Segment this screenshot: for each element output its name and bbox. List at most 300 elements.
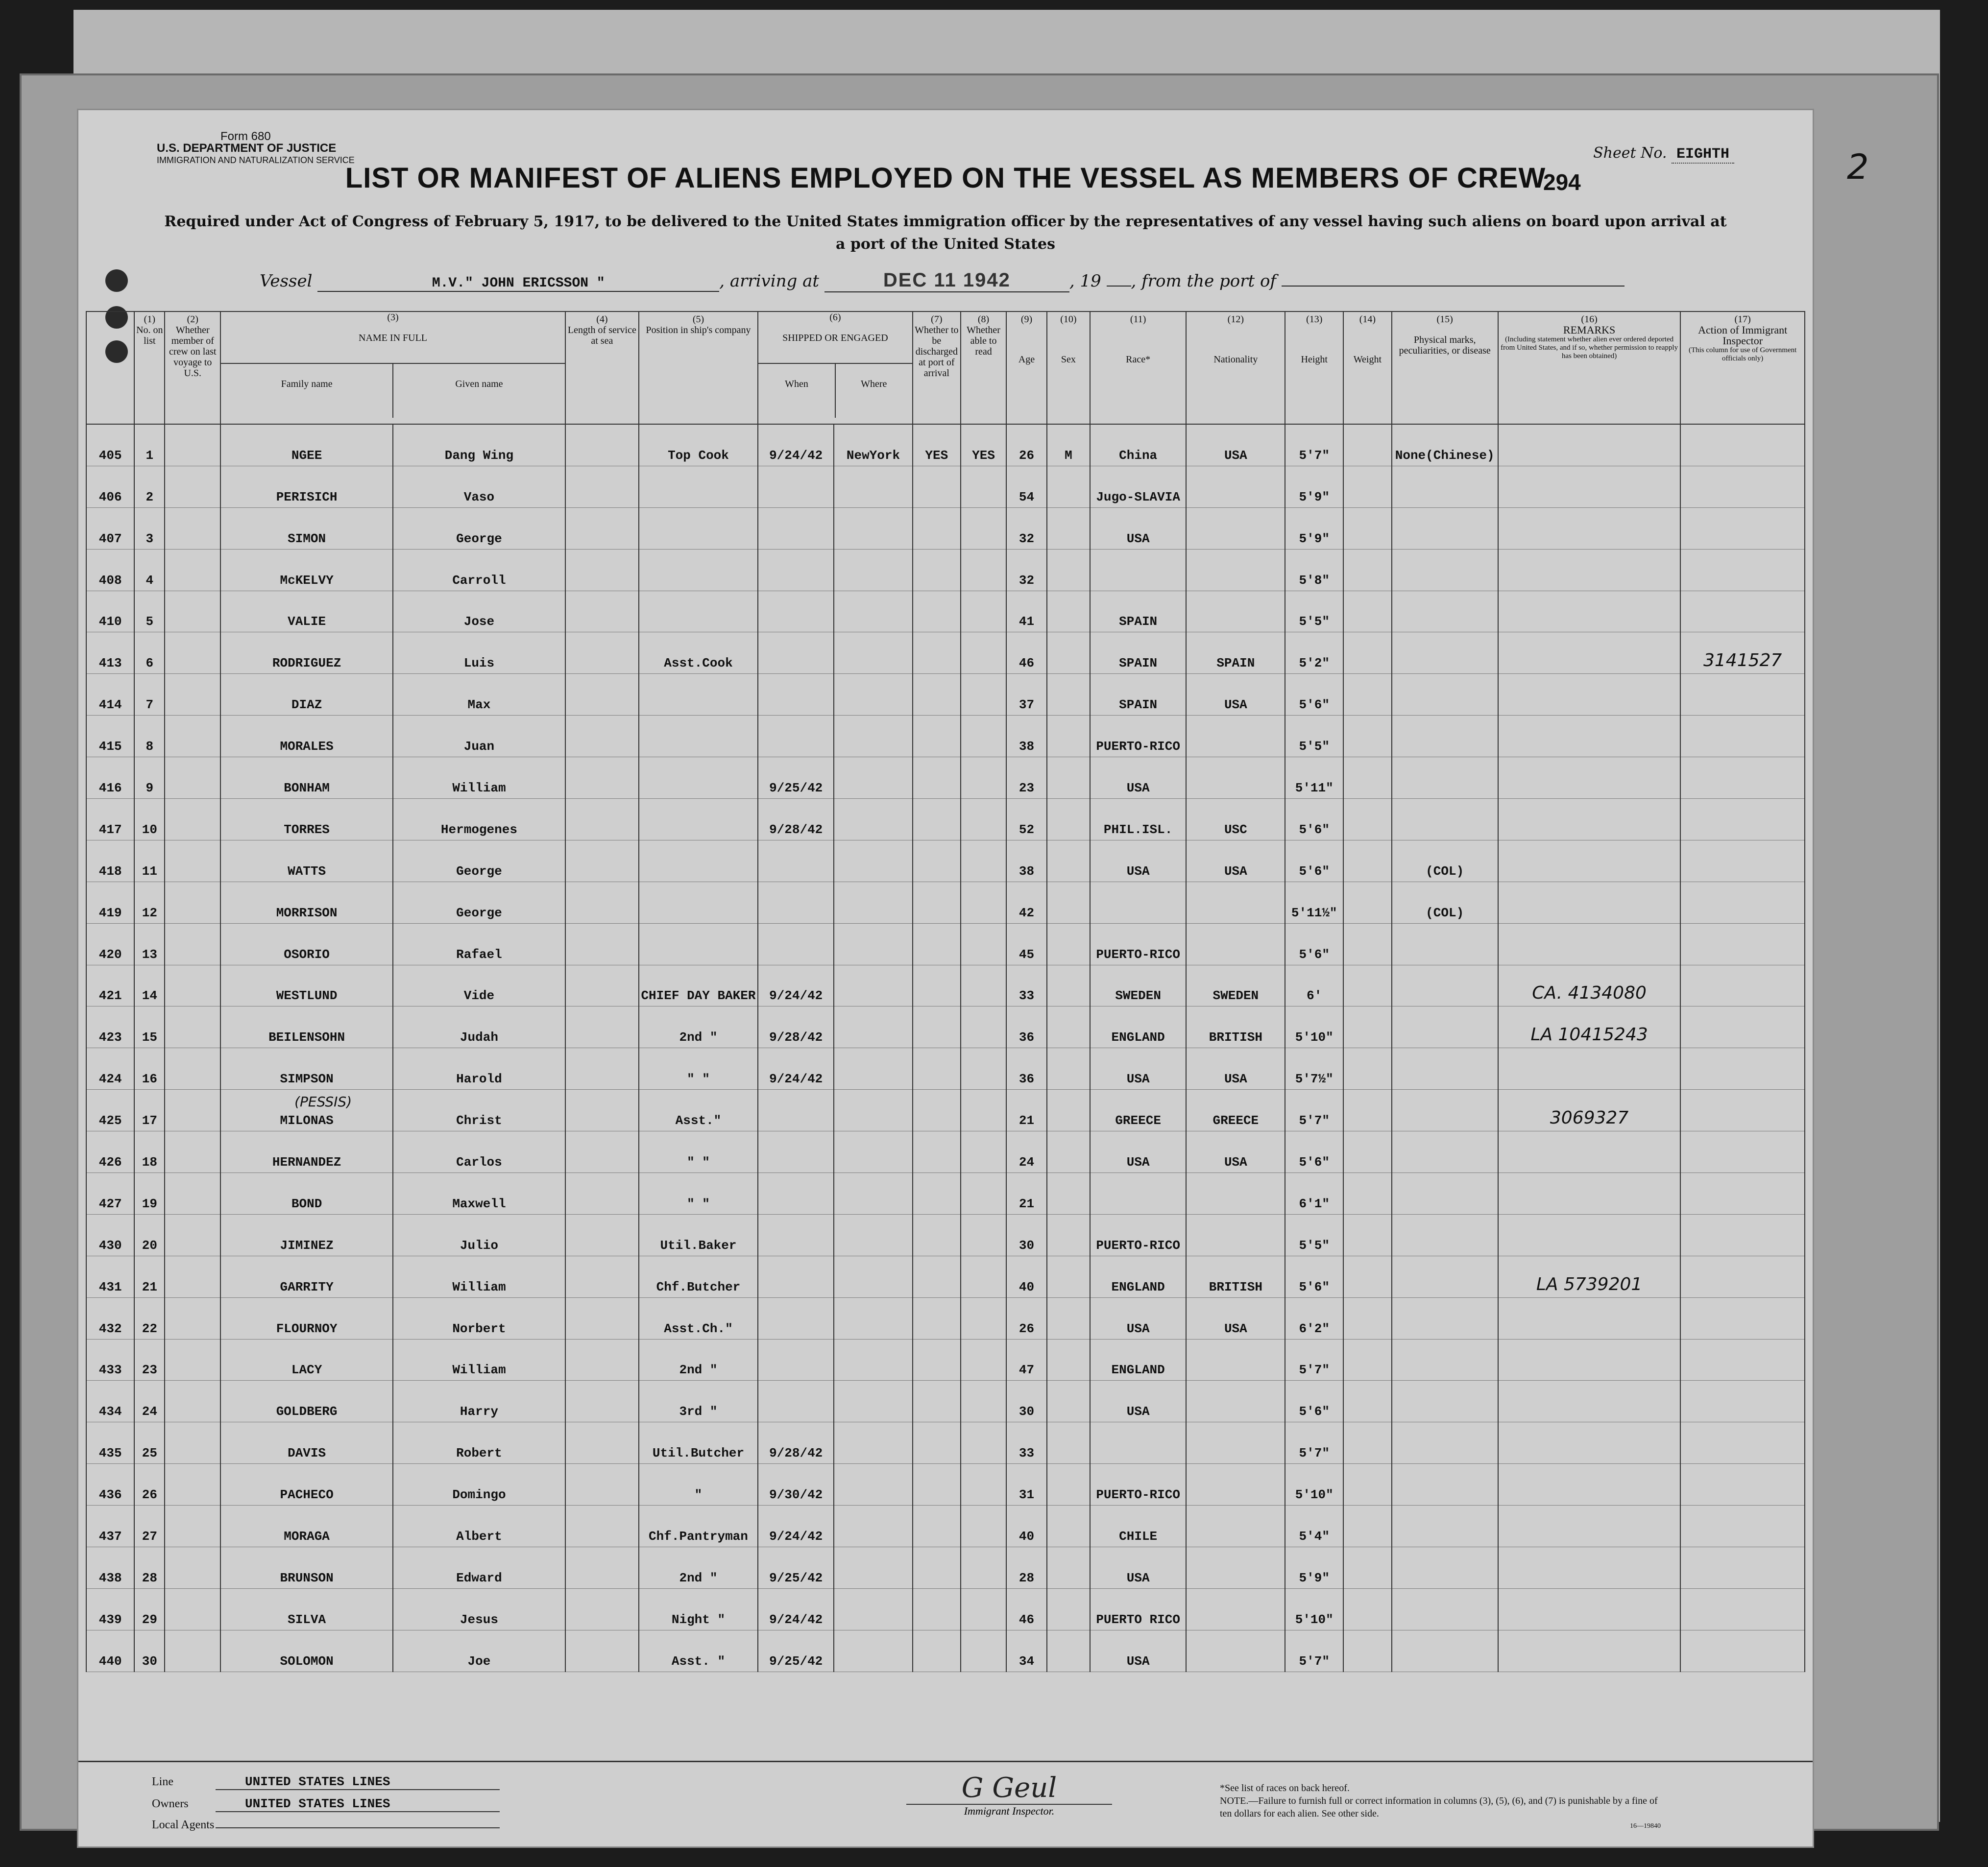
position: [639, 923, 758, 965]
able-to-read: [961, 674, 1006, 716]
race: USA: [1090, 507, 1187, 549]
races-note: *See list of races on back hereof.: [1220, 1783, 1350, 1794]
age: 30: [1006, 1214, 1047, 1256]
last-voyage-cell: [165, 591, 220, 632]
able-to-read: [961, 1381, 1006, 1422]
height: 5'7": [1285, 1090, 1343, 1131]
owners-value: UNITED STATES LINES: [216, 1796, 500, 1812]
ledger-number: 435: [86, 1422, 134, 1464]
service-length-cell: [565, 1547, 639, 1589]
height: 5'6": [1285, 1256, 1343, 1297]
discharged: [913, 1256, 961, 1297]
inspector-action: [1680, 1464, 1805, 1506]
race: PHIL.ISL.: [1090, 799, 1187, 840]
given-name: Dang Wing: [393, 424, 565, 466]
list-number: 26: [134, 1464, 165, 1506]
race: SPAIN: [1090, 674, 1187, 716]
weight-cell: [1343, 1090, 1391, 1131]
sex: [1047, 923, 1090, 965]
race: [1090, 1422, 1187, 1464]
shipped-when: [758, 549, 834, 591]
service-length-cell: [565, 1339, 639, 1381]
inspector-action: [1680, 1256, 1805, 1297]
ledger-number: 434: [86, 1381, 134, 1422]
last-voyage-cell: [165, 1339, 220, 1381]
shipped-when: [758, 1297, 834, 1339]
ledger-number: 427: [86, 1173, 134, 1215]
discharged: [913, 1339, 961, 1381]
sex: [1047, 757, 1090, 799]
discharged: [913, 882, 961, 923]
inspector-action: [1680, 1588, 1805, 1630]
able-to-read: [961, 591, 1006, 632]
nationality: SWEDEN: [1186, 965, 1285, 1006]
position: ": [639, 1464, 758, 1506]
inspector-action: [1680, 549, 1805, 591]
col8-header: (8) Whether able to read: [961, 311, 1006, 424]
shipped-where: [834, 1464, 912, 1506]
inspector-action: [1680, 1006, 1805, 1048]
physical-marks: [1392, 1630, 1498, 1672]
service-length-cell: [565, 1630, 639, 1672]
family-name: BONHAM: [220, 757, 393, 799]
sex: [1047, 840, 1090, 882]
family-name: MORALES: [220, 716, 393, 757]
sex: [1047, 1173, 1090, 1215]
last-voyage-cell: [165, 1588, 220, 1630]
list-number: 21: [134, 1256, 165, 1297]
shipped-where: [834, 840, 912, 882]
service-length-cell: [565, 1173, 639, 1215]
sex: [1047, 1048, 1090, 1090]
remarks: [1498, 1464, 1681, 1506]
weight-cell: [1343, 549, 1391, 591]
inspector-action: [1680, 923, 1805, 965]
physical-marks: [1392, 674, 1498, 716]
physical-marks: [1392, 507, 1498, 549]
table-row: [86, 591, 1805, 632]
last-voyage-cell: [165, 716, 220, 757]
last-voyage-cell: [165, 466, 220, 507]
family-name: LACY: [220, 1339, 393, 1381]
last-voyage-cell: [165, 1547, 220, 1589]
weight-cell: [1343, 591, 1391, 632]
remarks: [1498, 840, 1681, 882]
form-number: Form 680: [220, 130, 271, 143]
race: SPAIN: [1090, 591, 1187, 632]
position: Night ": [639, 1588, 758, 1630]
table-row: [86, 1006, 1805, 1048]
shipped-when: 9/28/42: [758, 1422, 834, 1464]
agents-row: Local Agents: [152, 1819, 500, 1832]
col15-header: (15) Physical marks, peculiarities, or disease: [1392, 311, 1498, 424]
shipped-when: 9/25/42: [758, 757, 834, 799]
weight-cell: [1343, 965, 1391, 1006]
height: 5'7": [1285, 1422, 1343, 1464]
age: 21: [1006, 1090, 1047, 1131]
table-row: [86, 674, 1805, 716]
height: 5'5": [1285, 1214, 1343, 1256]
able-to-read: YES: [961, 424, 1006, 466]
position: Chf.Butcher: [639, 1256, 758, 1297]
discharged: [913, 1506, 961, 1547]
shipped-when: [758, 507, 834, 549]
date-stamp: DEC 11 1942: [824, 269, 1069, 292]
able-to-read: [961, 1506, 1006, 1547]
remarks: [1498, 1547, 1681, 1589]
ledger-number: 417: [86, 799, 134, 840]
when-header: When: [758, 364, 836, 418]
family-name: SIMPSON: [220, 1048, 393, 1090]
remarks: LA 10415243: [1498, 1006, 1681, 1048]
ledger-number: 426: [86, 1131, 134, 1173]
discharged: [913, 840, 961, 882]
service-length-cell: [565, 1214, 639, 1256]
department-name: U.S. DEPARTMENT OF JUSTICE: [157, 142, 337, 155]
shipped-when: [758, 923, 834, 965]
race: USA: [1090, 1630, 1187, 1672]
family-name: McKELVY: [220, 549, 393, 591]
table-row: [86, 757, 1805, 799]
ledger-number: 414: [86, 674, 134, 716]
shipped-when: 9/25/42: [758, 1630, 834, 1672]
nationality: [1186, 466, 1285, 507]
remarks: [1498, 632, 1681, 674]
weight-cell: [1343, 840, 1391, 882]
inspector-action: [1680, 1547, 1805, 1589]
ledger-number: 423: [86, 1006, 134, 1048]
last-voyage-cell: [165, 1630, 220, 1672]
weight-cell: [1343, 1422, 1391, 1464]
race: PUERTO-RICO: [1090, 716, 1187, 757]
physical-marks: [1392, 549, 1498, 591]
nationality: [1186, 923, 1285, 965]
shipped-where: [834, 923, 912, 965]
table-row: [86, 1297, 1805, 1339]
table-row: [86, 840, 1805, 882]
age: 32: [1006, 507, 1047, 549]
able-to-read: [961, 882, 1006, 923]
sex: M: [1047, 424, 1090, 466]
given-name: Edward: [393, 1547, 565, 1589]
family-name: GOLDBERG: [220, 1381, 393, 1422]
service-length-cell: [565, 591, 639, 632]
remarks: [1498, 882, 1681, 923]
age: 46: [1006, 1588, 1047, 1630]
inspector-action: 3141527: [1680, 632, 1805, 674]
given-name: Carlos: [393, 1131, 565, 1173]
shipped-where: NewYork: [834, 424, 912, 466]
weight-cell: [1343, 1131, 1391, 1173]
ledger-number: 418: [86, 840, 134, 882]
physical-marks: [1392, 716, 1498, 757]
race: PUERTO-RICO: [1090, 923, 1187, 965]
position: CHIEF DAY BAKER: [639, 965, 758, 1006]
height: 5'6": [1285, 1131, 1343, 1173]
given-name: William: [393, 757, 565, 799]
col3-header: (3) NAME IN FULL Family name Given name: [220, 311, 565, 424]
table-row: [86, 1173, 1805, 1215]
inspector-action: [1680, 591, 1805, 632]
race: USA: [1090, 757, 1187, 799]
position: [639, 674, 758, 716]
service-name: IMMIGRATION AND NATURALIZATION SERVICE: [157, 155, 355, 165]
list-number: 30: [134, 1630, 165, 1672]
age: 46: [1006, 632, 1047, 674]
service-length-cell: [565, 424, 639, 466]
inspector-action: [1680, 1173, 1805, 1215]
list-number: 15: [134, 1006, 165, 1048]
last-voyage-cell: [165, 882, 220, 923]
shipped-where: [834, 1090, 912, 1131]
sheet-value: EIGHTH: [1672, 146, 1734, 164]
physical-marks: [1392, 1048, 1498, 1090]
inspector-action: [1680, 1090, 1805, 1131]
ledger-number: 415: [86, 716, 134, 757]
age: 26: [1006, 424, 1047, 466]
sex: [1047, 1381, 1090, 1422]
height: 5'11": [1285, 757, 1343, 799]
given-name: Juan: [393, 716, 565, 757]
nationality: [1186, 757, 1285, 799]
race: China: [1090, 424, 1187, 466]
position: Util.Baker: [639, 1214, 758, 1256]
weight-cell: [1343, 1630, 1391, 1672]
sex: [1047, 1006, 1090, 1048]
given-name: Carroll: [393, 549, 565, 591]
given-name: Max: [393, 674, 565, 716]
sex: [1047, 1297, 1090, 1339]
list-number: 20: [134, 1214, 165, 1256]
age: 21: [1006, 1173, 1047, 1215]
inspector-label: Immigrant Inspector.: [964, 1805, 1055, 1817]
table-row: [86, 632, 1805, 674]
age: 33: [1006, 965, 1047, 1006]
family-name: WESTLUND: [220, 965, 393, 1006]
shipped-where: [834, 1339, 912, 1381]
list-number: 27: [134, 1506, 165, 1547]
service-length-cell: [565, 1588, 639, 1630]
table-row: [86, 716, 1805, 757]
height: 5'7½": [1285, 1048, 1343, 1090]
family-name: BRUNSON: [220, 1547, 393, 1589]
position: [639, 507, 758, 549]
list-number: 23: [134, 1339, 165, 1381]
physical-marks: [1392, 757, 1498, 799]
where-header: Where: [861, 379, 887, 389]
able-to-read: [961, 757, 1006, 799]
family-name: MORAGA: [220, 1506, 393, 1547]
service-length-cell: [565, 1006, 639, 1048]
able-to-read: [961, 507, 1006, 549]
last-voyage-cell: [165, 424, 220, 466]
shipped-where: [834, 1006, 912, 1048]
remarks: [1498, 1422, 1681, 1464]
table-row: [86, 1630, 1805, 1672]
sex: [1047, 1588, 1090, 1630]
physical-marks: [1392, 1006, 1498, 1048]
given-name: George: [393, 840, 565, 882]
list-number: 14: [134, 965, 165, 1006]
shipped-where: [834, 1381, 912, 1422]
age: 23: [1006, 757, 1047, 799]
list-number: 1: [134, 424, 165, 466]
ledger-number: 406: [86, 466, 134, 507]
able-to-read: [961, 549, 1006, 591]
discharged: [913, 1588, 961, 1630]
age: 40: [1006, 1256, 1047, 1297]
shipped-where: [834, 716, 912, 757]
family-name: GARRITY: [220, 1256, 393, 1297]
list-number: 19: [134, 1173, 165, 1215]
last-voyage-cell: [165, 1381, 220, 1422]
physical-marks: [1392, 1131, 1498, 1173]
age: 47: [1006, 1339, 1047, 1381]
shipped-when: [758, 882, 834, 923]
ledger-number: 436: [86, 1464, 134, 1506]
remarks: CA. 4134080: [1498, 965, 1681, 1006]
inspector-action: [1680, 466, 1805, 507]
page-number: 294: [1543, 169, 1581, 195]
weight-cell: [1343, 1588, 1391, 1630]
shipped-when: 9/25/42: [758, 1547, 834, 1589]
race: USA: [1090, 1547, 1187, 1589]
last-voyage-cell: [165, 1048, 220, 1090]
inspector-action: [1680, 1381, 1805, 1422]
nationality: GREECE: [1186, 1090, 1285, 1131]
footer-notes: [1220, 1782, 1661, 1833]
given-name: Vide: [393, 965, 565, 1006]
family-name: MORRISON: [220, 882, 393, 923]
physical-marks: (COL): [1392, 882, 1498, 923]
last-voyage-cell: [165, 1256, 220, 1297]
position: [639, 716, 758, 757]
table-row: [86, 1048, 1805, 1090]
nationality: USA: [1186, 840, 1285, 882]
position: " ": [639, 1131, 758, 1173]
nationality: USA: [1186, 674, 1285, 716]
table-row: [86, 1506, 1805, 1547]
physical-marks: [1392, 1214, 1498, 1256]
family-name: SIMON: [220, 507, 393, 549]
table-row: [86, 1547, 1805, 1589]
last-voyage-cell: [165, 1297, 220, 1339]
shipped-where: [834, 1297, 912, 1339]
able-to-read: [961, 1256, 1006, 1297]
shipped-when: 9/30/42: [758, 1464, 834, 1506]
able-to-read: [961, 1214, 1006, 1256]
height: 5'7": [1285, 1339, 1343, 1381]
height: 5'8": [1285, 549, 1343, 591]
given-name: William: [393, 1256, 565, 1297]
nationality: [1186, 882, 1285, 923]
given-name: Vaso: [393, 466, 565, 507]
able-to-read: [961, 1006, 1006, 1048]
shipped-when: 9/24/42: [758, 965, 834, 1006]
able-to-read: [961, 1048, 1006, 1090]
remarks: [1498, 1588, 1681, 1630]
able-to-read: [961, 632, 1006, 674]
shipped-when: [758, 1090, 834, 1131]
ledger-number: 407: [86, 507, 134, 549]
list-number: 18: [134, 1131, 165, 1173]
family-name: BEILENSOHN: [220, 1006, 393, 1048]
position: Util.Butcher: [639, 1422, 758, 1464]
race: [1090, 882, 1187, 923]
table-row: [86, 1256, 1805, 1297]
discharged: [913, 1048, 961, 1090]
height: 5'11½": [1285, 882, 1343, 923]
race: ENGLAND: [1090, 1339, 1187, 1381]
col17-header: (17) Action of Immigrant Inspector (This column for use of Government officials only): [1680, 311, 1805, 424]
list-number: 13: [134, 923, 165, 965]
race: USA: [1090, 840, 1187, 882]
service-length-cell: [565, 1381, 639, 1422]
sex: [1047, 799, 1090, 840]
col1-header: (1) No. on list: [134, 311, 165, 424]
age: 52: [1006, 799, 1047, 840]
physical-marks: [1392, 1422, 1498, 1464]
shipped-when: [758, 1339, 834, 1381]
discharged: [913, 1131, 961, 1173]
discharged: [913, 632, 961, 674]
sex: [1047, 1506, 1090, 1547]
position: Asst.Cook: [639, 632, 758, 674]
inspector-action: [1680, 1422, 1805, 1464]
family-name: HERNANDEZ: [220, 1131, 393, 1173]
sex: [1047, 1214, 1090, 1256]
remarks: [1498, 507, 1681, 549]
discharged: [913, 549, 961, 591]
nationality: [1186, 1381, 1285, 1422]
position: [639, 882, 758, 923]
sex: [1047, 549, 1090, 591]
nationality: [1186, 1214, 1285, 1256]
last-voyage-cell: [165, 1131, 220, 1173]
inspector-action: [1680, 674, 1805, 716]
service-length-cell: [565, 965, 639, 1006]
inspector-action: [1680, 507, 1805, 549]
service-length-cell: [565, 632, 639, 674]
col6-header: (6) SHIPPED OR ENGAGED When Where: [758, 311, 913, 424]
list-number: 6: [134, 632, 165, 674]
service-length-cell: [565, 923, 639, 965]
arriving-label: , arriving at: [719, 271, 820, 291]
weight-cell: [1343, 1256, 1391, 1297]
inspector-signature: [906, 1772, 1112, 1818]
service-length-cell: [565, 1506, 639, 1547]
ledger-number: 432: [86, 1297, 134, 1339]
physical-marks: [1392, 632, 1498, 674]
given-name: William: [393, 1339, 565, 1381]
shipped-where: [834, 1506, 912, 1547]
given-name: Harry: [393, 1381, 565, 1422]
position: 2nd ": [639, 1547, 758, 1589]
nationality: [1186, 1464, 1285, 1506]
col4-header: (4) Length of service at sea: [565, 311, 639, 424]
discharged: [913, 1173, 961, 1215]
inspector-action: [1680, 757, 1805, 799]
given-name: Albert: [393, 1506, 565, 1547]
ledger-number: 419: [86, 882, 134, 923]
table-row: [86, 1131, 1805, 1173]
position: [639, 757, 758, 799]
remarks: [1498, 549, 1681, 591]
family-name: TORRES: [220, 799, 393, 840]
year-label: , 19: [1069, 271, 1101, 291]
age: 34: [1006, 1630, 1047, 1672]
nationality: USA: [1186, 1131, 1285, 1173]
